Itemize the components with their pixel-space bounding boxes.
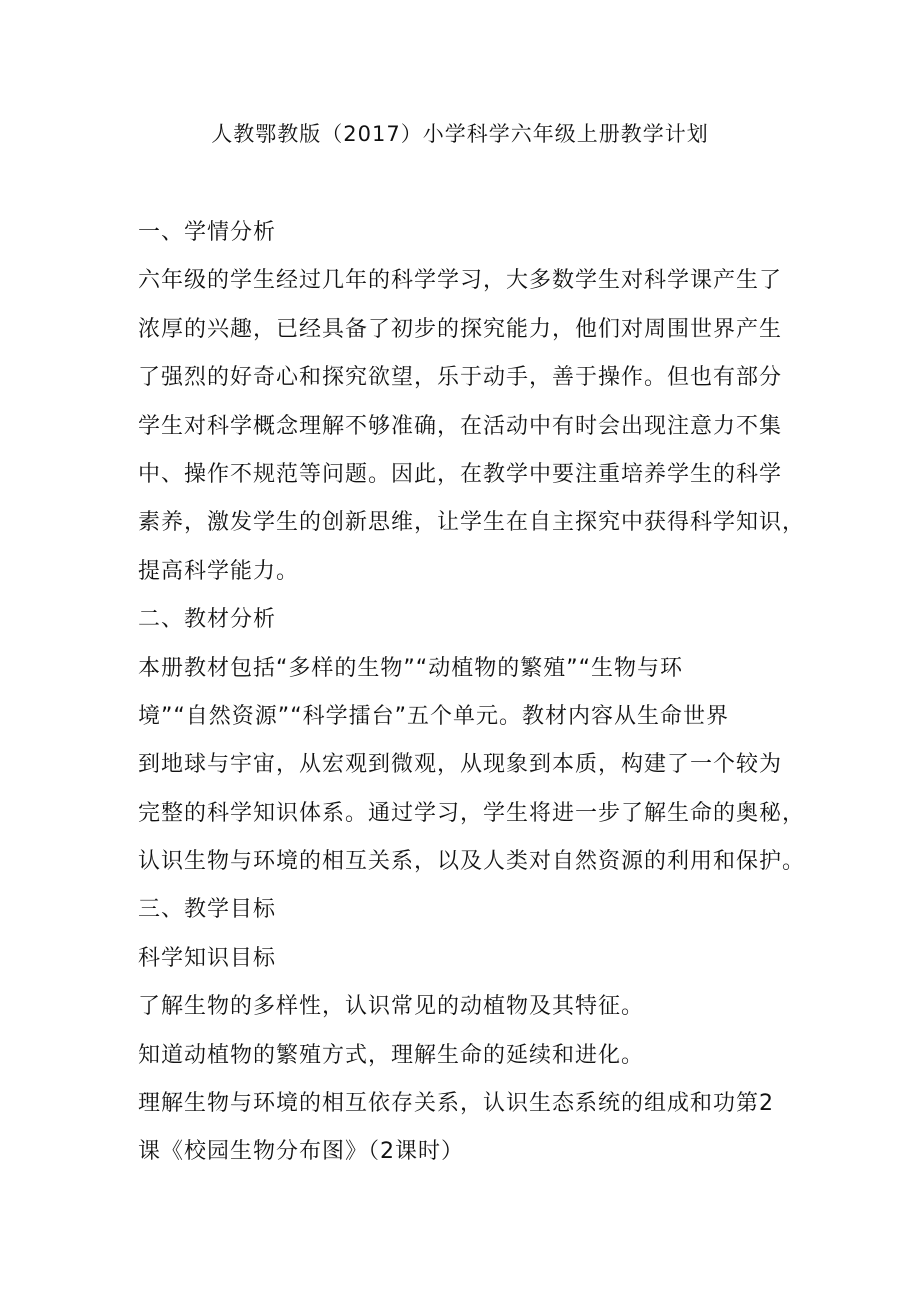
document-title: 人教鄂教版（2017）小学科学六年级上册教学计划 bbox=[211, 122, 709, 146]
subsection-heading: 科学知识目标 bbox=[138, 945, 277, 971]
body-line: 境”“自然资源”“科学擂台”五个单元。教材内容从生命世界 bbox=[138, 703, 729, 729]
section-heading-2: 二、教材分析 bbox=[138, 607, 277, 633]
body-line: 认识生物与环境的相互关系，以及人类对自然资源的利用和保护。 bbox=[138, 849, 806, 875]
body-line: 完整的科学知识体系。通过学习，学生将进一步了解生命的奥秘， bbox=[138, 800, 806, 826]
section-heading-1: 一、学情分析 bbox=[138, 220, 277, 245]
body-line: 中、操作不规范等问题。因此，在教学中要注重培养学生的科学 bbox=[138, 461, 783, 487]
body-line: 提高科学能力。 bbox=[138, 558, 300, 584]
body-line: 了强烈的好奇心和探究欲望，乐于动手，善于操作。但也有部分 bbox=[138, 365, 783, 391]
body-line: 到地球与宇宙，从宏观到微观，从现象到本质，构建了一个较为 bbox=[138, 752, 783, 778]
section-heading-3: 三、教学目标 bbox=[138, 897, 277, 923]
body-line: 了解生物的多样性，认识常见的动植物及其特征。 bbox=[138, 994, 645, 1020]
body-line: 学生对科学概念理解不够准确，在活动中有时会出现注意力不集 bbox=[138, 413, 783, 439]
body-line: 浓厚的兴趣，已经具备了初步的探究能力，他们对周围世界产生 bbox=[138, 316, 783, 342]
body-line: 理解生物与环境的相互依存关系，认识生态系统的组成和功第2 bbox=[138, 1091, 774, 1117]
document-body bbox=[138, 209, 806, 1177]
body-line: 素养，激发学生的创新思维，让学生在自主探究中获得科学知识， bbox=[138, 510, 806, 536]
body-line: 课《校园生物分布图》（2课时） bbox=[138, 1139, 464, 1165]
body-line: 六年级的学生经过几年的科学学习，大多数学生对科学课产生了 bbox=[138, 268, 783, 294]
body-line: 知道动植物的繁殖方式，理解生命的延续和进化。 bbox=[138, 1042, 645, 1068]
body-line: 本册教材包括“多样的生物”“动植物的繁殖”“生物与环 bbox=[138, 655, 683, 681]
